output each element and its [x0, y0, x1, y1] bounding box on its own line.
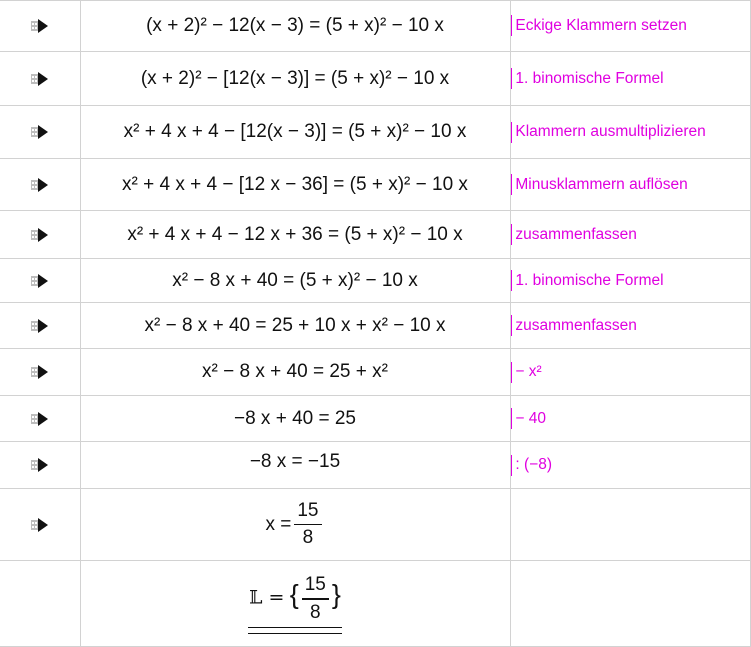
- solution-set-symbol: 𝕃 =: [249, 587, 285, 610]
- step-note-3: Klammern ausmultiplizieren: [511, 106, 751, 158]
- calculator-arrow-icon[interactable]: [31, 364, 49, 380]
- step-note-6: 1. binomische Formel: [511, 259, 751, 302]
- row-icon-cell: [0, 303, 80, 348]
- row-icon-cell: [0, 52, 80, 105]
- row-icon-cell: [0, 259, 80, 302]
- equation-step-8: x² − 8 x + 40 = 25 + x²: [202, 361, 388, 382]
- equation-step-2: (x + 2)² − [12(x − 3)] = (5 + x)² − 10 x: [140, 67, 450, 89]
- step-note-10: : (−8): [511, 442, 751, 488]
- calculator-arrow-icon[interactable]: [31, 411, 49, 427]
- solution-set: 𝕃 = { $\frac{15}{8}$ }: [81, 561, 509, 647]
- calculator-arrow-icon[interactable]: [31, 227, 49, 243]
- double-underline: [248, 627, 342, 634]
- solution-equation: [81, 489, 509, 560]
- calculator-arrow-icon[interactable]: [31, 18, 49, 34]
- solution-set-fraction: [302, 574, 329, 623]
- calculator-arrow-icon[interactable]: [31, 318, 49, 334]
- calculator-arrow-icon[interactable]: [31, 273, 49, 289]
- calculator-arrow-icon[interactable]: [31, 517, 49, 533]
- equation-step-4: x² + 4 x + 4 − [12 x − 36] = (5 + x)² − 10 x: [122, 173, 468, 195]
- row-icon-cell: [0, 0, 80, 51]
- solution-fraction: [294, 500, 321, 549]
- equation-step-10: −8 x = −15: [249, 451, 341, 472]
- row-icon-cell: [0, 211, 80, 258]
- row-icon-cell: [0, 106, 80, 158]
- row-icon-cell: [0, 159, 80, 210]
- fraction-denominator: 8: [302, 527, 314, 549]
- step-note-4: Minusklammern auflösen: [511, 159, 751, 210]
- equation-step-3: x² + 4 x + 4 − [12(x − 3)] = (5 + x)² − 10 x: [123, 121, 467, 142]
- empty-note-cell: [511, 561, 751, 647]
- calculator-arrow-icon[interactable]: [31, 124, 49, 140]
- step-note-2: 1. binomische Formel: [511, 52, 751, 105]
- equation-step-5: x² + 4 x + 4 − 12 x + 36 = (5 + x)² − 10 x: [127, 223, 463, 245]
- equation-step-6: x² − 8 x + 40 = (5 + x)² − 10 x: [172, 269, 418, 291]
- step-note-9: − 40: [511, 396, 751, 441]
- equation-step-1: (x + 2)² − 12(x − 3) = (5 + x)² − 10 x: [146, 14, 444, 36]
- fraction-numerator: 15: [297, 499, 319, 521]
- calculator-arrow-icon[interactable]: [31, 457, 49, 473]
- row-icon-cell: [0, 489, 80, 560]
- empty-note-cell: [511, 489, 751, 560]
- row-icon-cell: [0, 442, 80, 488]
- row-icon-cell: [0, 396, 80, 441]
- solution-lhs: x =: [265, 513, 292, 535]
- empty-icon-cell: [0, 561, 80, 647]
- fraction-denominator: 8: [310, 601, 321, 623]
- equation-step-9: −8 x + 40 = 25: [233, 407, 356, 429]
- step-note-8: − x²: [511, 349, 751, 395]
- step-note-5: zusammenfassen: [511, 211, 751, 258]
- step-note-1: Eckige Klammern setzen: [511, 0, 751, 51]
- step-note-7: zusammenfassen: [511, 303, 751, 348]
- fraction-numerator: 15: [304, 574, 326, 596]
- calculator-arrow-icon[interactable]: [31, 177, 49, 193]
- calculator-arrow-icon[interactable]: [31, 71, 49, 87]
- equation-step-7: x² − 8 x + 40 = 25 + 10 x + x² − 10 x: [144, 314, 446, 336]
- row-icon-cell: [0, 349, 80, 395]
